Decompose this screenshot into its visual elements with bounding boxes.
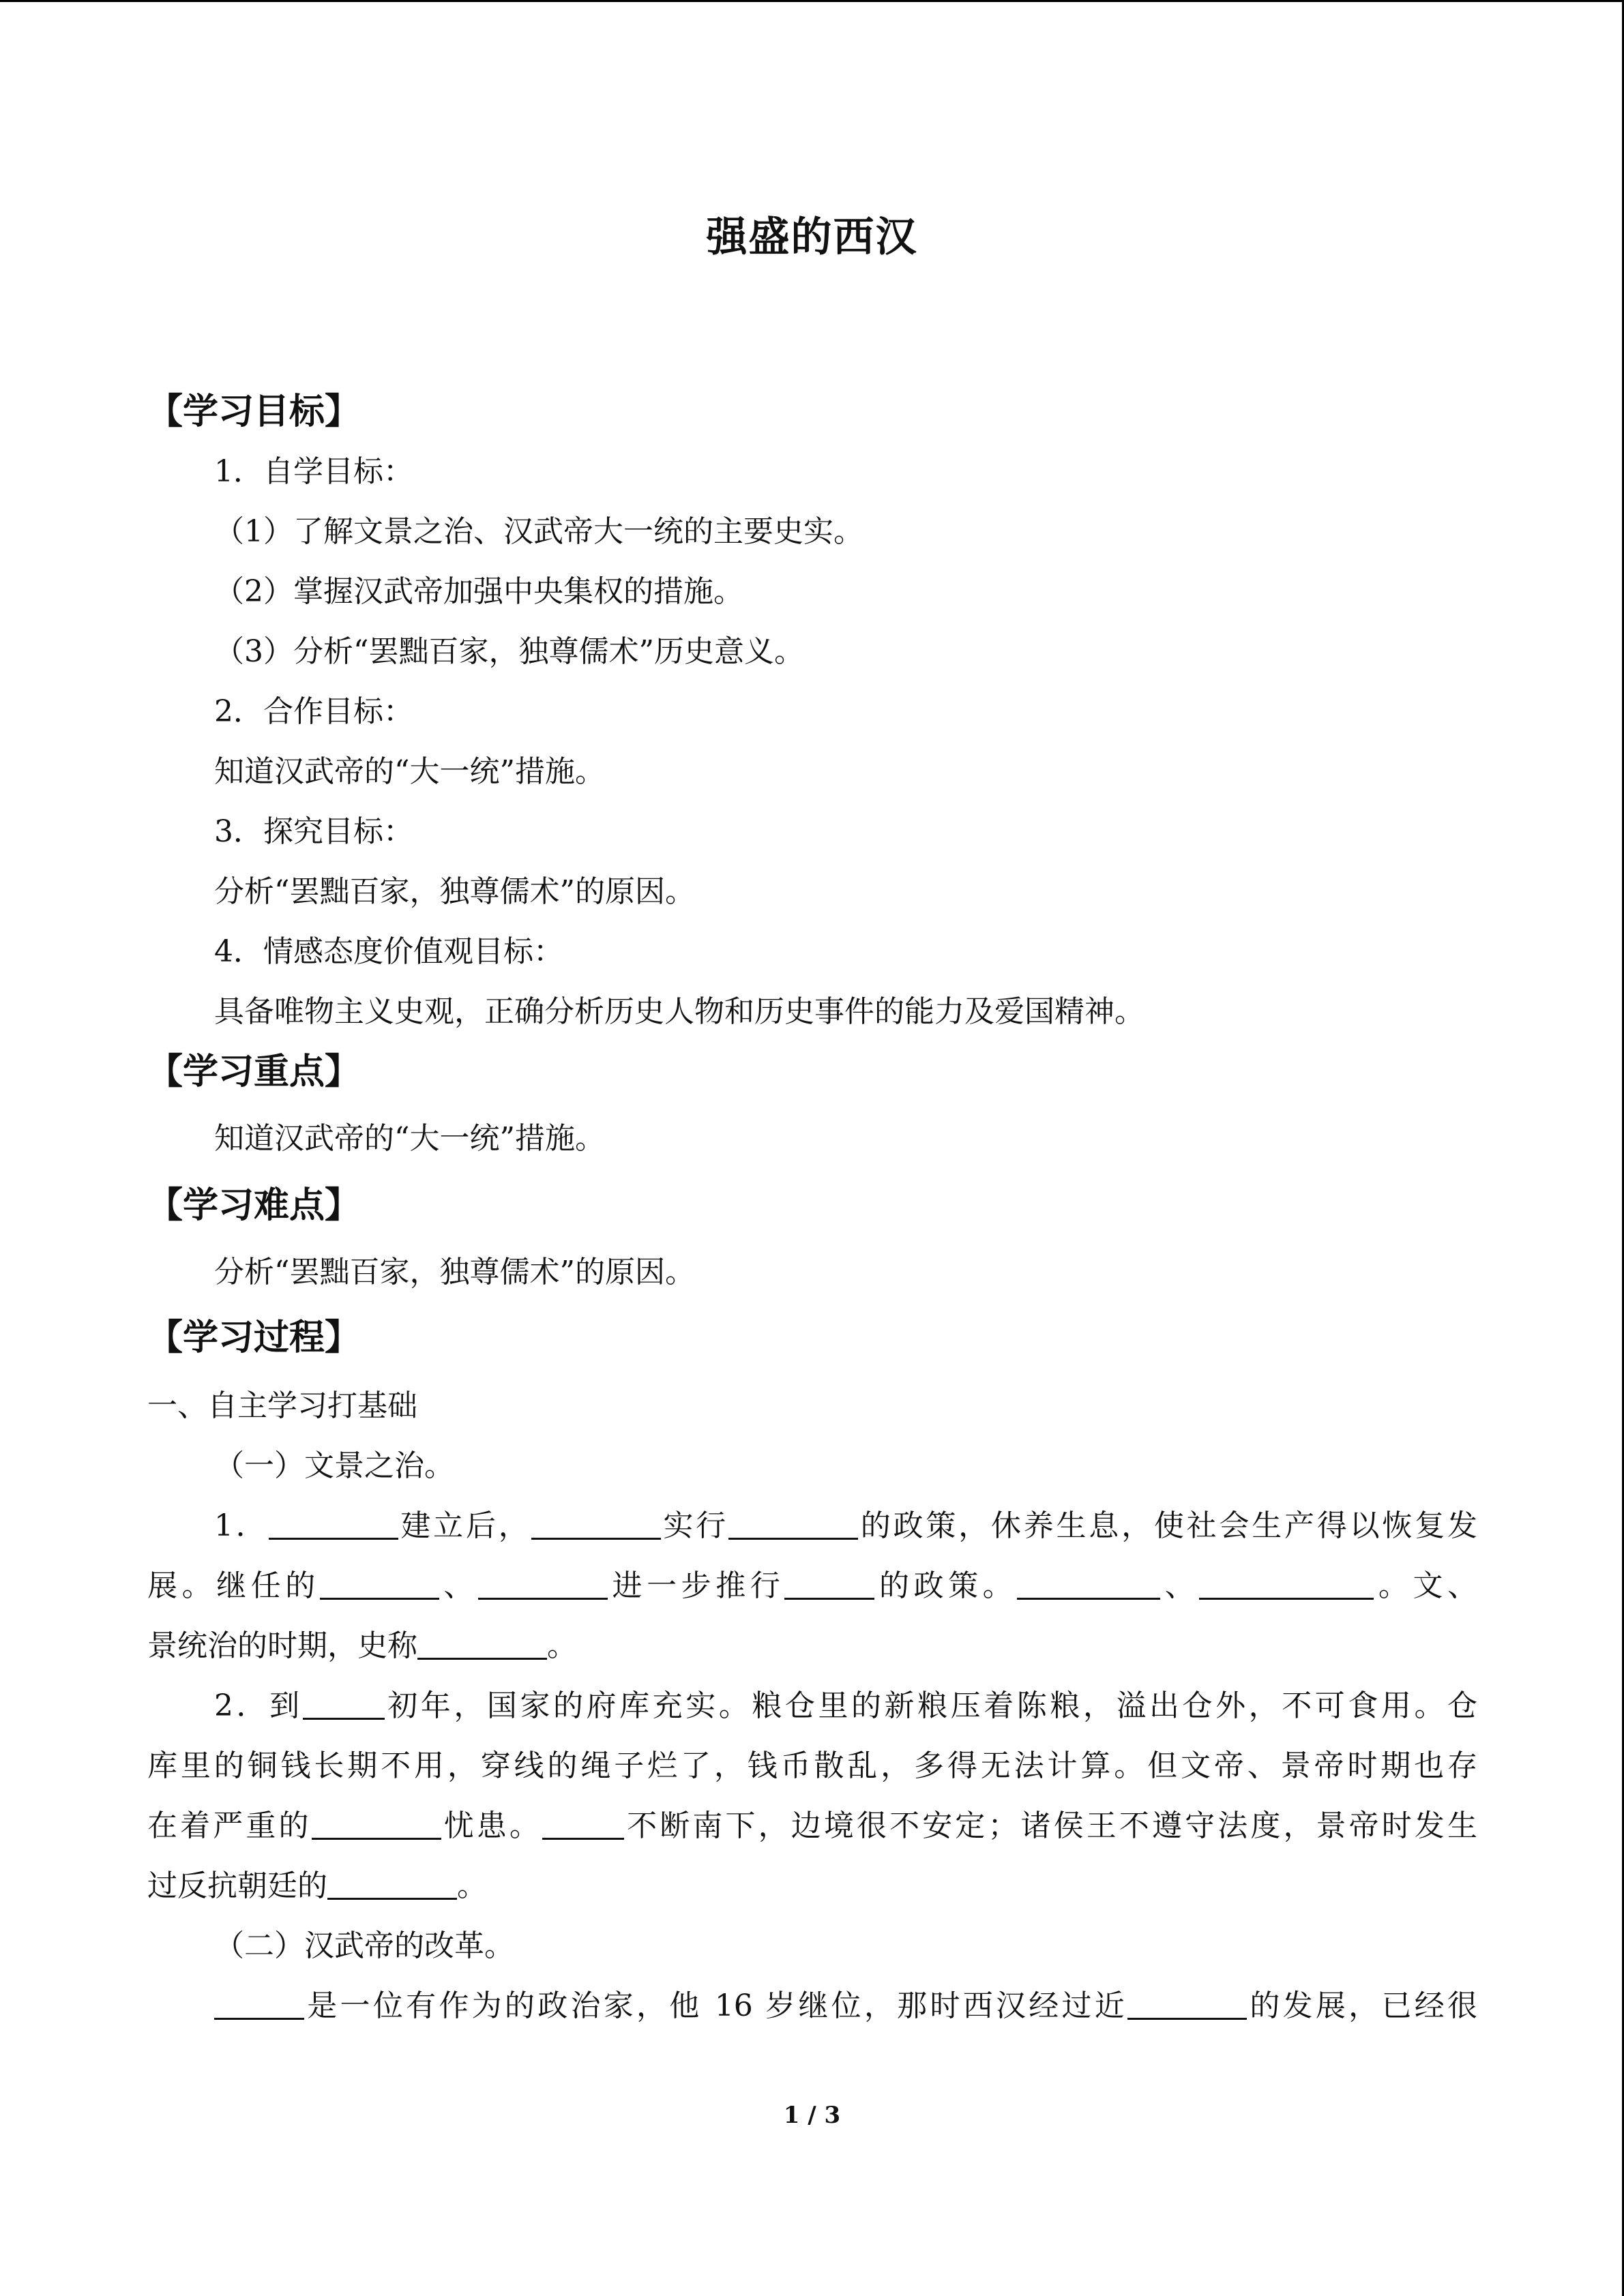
part-one-title: 一、自主学习打基础 [147,1388,417,1423]
paragraph-2-number: 2．到 [214,1688,303,1723]
text-run: 。 [457,1868,487,1903]
paragraph-1-line-3 [147,1616,1477,1676]
process-heading: 【学习过程】 [147,1317,361,1358]
fill-blank[interactable] [214,1986,304,2020]
fill-blank[interactable] [1017,1566,1160,1600]
text-run: 不断南下，边境很不安定；诸侯王不遵守法度，景帝时发生 [624,1808,1478,1843]
inquiry-text: 分析“罢黜百家，独尊儒术”的原因。 [214,874,695,909]
text-run: 实行 [660,1508,728,1543]
text-run: 、 [439,1568,478,1603]
text-run: 。 [547,1628,577,1663]
fill-blank[interactable] [320,1566,439,1600]
fill-blank[interactable] [269,1506,398,1540]
document-body [147,382,1477,2036]
fill-blank[interactable] [1199,1566,1374,1600]
fill-blank[interactable] [1127,1986,1247,2020]
fill-blank[interactable] [303,1686,385,1720]
paragraph-1-number: 1． [214,1508,269,1543]
fill-blank[interactable] [312,1806,441,1840]
emotion-text: 具备唯物主义史观，正确分析历史人物和历史事件的能力及爱国精神。 [214,994,1145,1029]
text-run: 忧患。 [441,1808,543,1843]
fill-blank[interactable] [531,1506,661,1540]
text-run: 展。继任的 [147,1568,320,1603]
fill-blank[interactable] [784,1566,874,1600]
fill-blank[interactable] [327,1866,457,1900]
goals-heading: 【学习目标】 [147,391,361,432]
key-points-heading: 【学习重点】 [147,1051,361,1092]
text-run: 进一步推行 [607,1568,785,1603]
text-run: 过反抗朝廷的 [147,1868,327,1903]
paragraph-1-line-1 [147,1496,1477,1556]
text-run: 、 [1160,1568,1200,1603]
fill-blank[interactable] [478,1566,608,1600]
self-study-item-3: （3）分析“罢黜百家，独尊儒术”历史意义。 [214,634,804,669]
self-study-label: 1．自学目标： [214,454,413,489]
fill-blank[interactable] [728,1506,858,1540]
text-run: 的发展，已经很 [1247,1988,1477,2023]
difficulties-heading: 【学习难点】 [147,1184,361,1226]
text-run: 。文、 [1374,1568,1478,1603]
difficulties-text: 分析“罢黜百家，独尊儒术”的原因。 [214,1255,695,1289]
paragraph-2-line-2 [147,1736,1477,1796]
text-run: 在着严重的 [147,1808,312,1843]
text-run: 的政策，休养生息，使社会生产得以恢复发 [857,1508,1478,1543]
emotion-label: 4．情感态度价值观目标： [214,934,563,969]
subsection-wenjing-title: （一）文景之治。 [214,1448,454,1483]
text-run: 的政策。 [874,1568,1018,1603]
inquiry-label: 3．探究目标： [214,814,413,849]
subsection-wudi-title: （二）汉武帝的改革。 [214,1928,514,1963]
page-border-top [0,0,1624,2]
text-run: 初年，国家的府库充实。粮仓里的新粮压着陈粮，溢出仓外，不可食用。仓 [384,1688,1478,1723]
cooperation-label: 2．合作目标： [214,694,413,729]
paragraph-2-line-4 [147,1856,1477,1916]
text-run: 是一位有作为的政治家，他 16 岁继位，那时西汉经过近 [304,1988,1128,2023]
self-study-item-1: （1）了解文景之治、汉武帝大一统的主要史实。 [214,514,863,549]
self-study-item-2: （2）掌握汉武帝加强中央集权的措施。 [214,574,743,609]
fill-blank[interactable] [542,1806,624,1840]
text-run: 景统治的时期，史称 [147,1628,417,1663]
paragraph-3-line-1 [147,1976,1477,2036]
fill-blank[interactable] [417,1626,547,1660]
paragraph-2-line-3 [147,1796,1477,1856]
text-run: 库里的铜钱长期不用，穿线的绳子烂了，钱币散乱，多得无法计算。但文帝、景帝时期也存 [147,1748,1477,1783]
key-points-text: 知道汉武帝的“大一统”措施。 [214,1121,605,1156]
cooperation-text: 知道汉武帝的“大一统”措施。 [214,754,605,789]
page-title: 强盛的西汉 [706,213,918,261]
paragraph-1-line-2 [147,1556,1477,1616]
text-run: 建立后， [398,1508,531,1543]
page-number: 1 / 3 [783,2102,841,2129]
paragraph-2-line-1 [147,1676,1477,1736]
